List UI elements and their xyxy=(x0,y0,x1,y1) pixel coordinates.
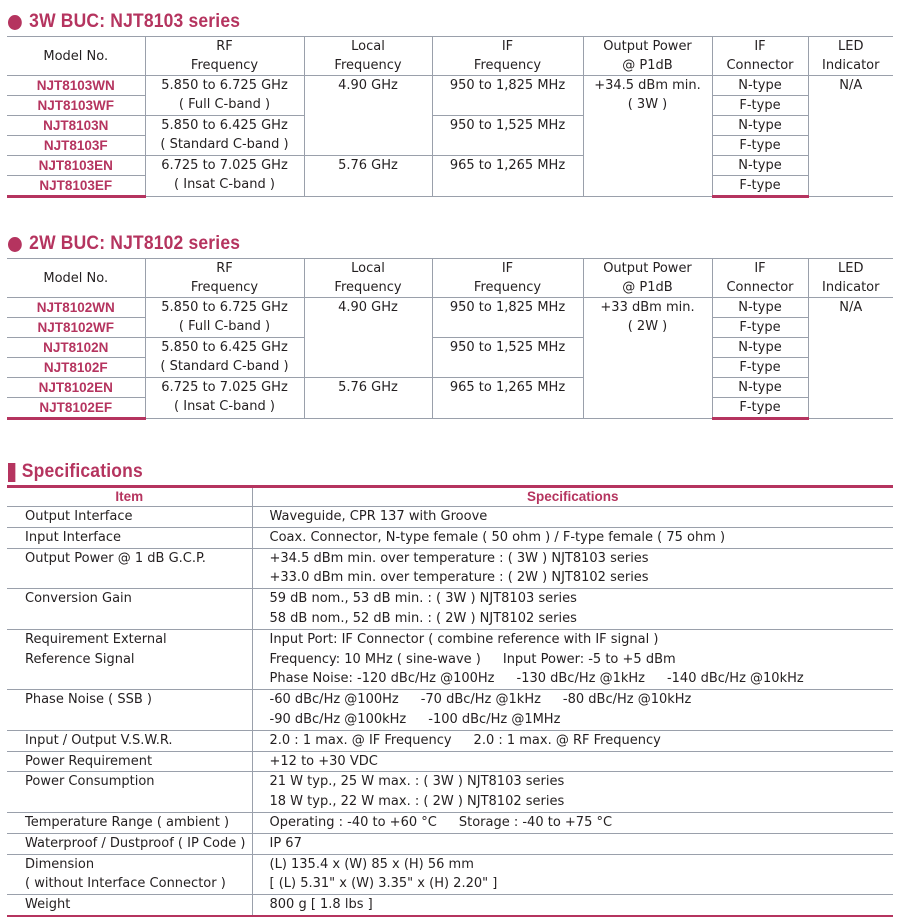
rf-frequency-cell xyxy=(145,76,304,116)
spec-item xyxy=(7,854,252,895)
spec-value-text: Operating : -40 to +60 °C xyxy=(269,814,437,830)
spec-row xyxy=(7,833,893,854)
header-if-frequency-line: Frequency xyxy=(473,58,542,73)
header-if-connector xyxy=(712,259,808,298)
spec-item xyxy=(7,751,252,772)
header-if-frequency xyxy=(432,37,583,76)
spec-item xyxy=(7,812,252,833)
spec-value-text: 21 W typ., 25 W max. : ( 3W ) NJT8103 series xyxy=(269,774,565,790)
spec-item xyxy=(7,507,252,528)
rf-frequency-cell xyxy=(145,338,304,378)
spec-item xyxy=(7,527,252,548)
table-row xyxy=(7,298,893,318)
spec-row xyxy=(7,772,893,813)
model-number: NJT8103EN xyxy=(7,156,145,176)
spec-item xyxy=(7,895,252,916)
header-led-indicator-line: Indicator xyxy=(822,280,880,295)
spec-value xyxy=(252,895,893,916)
rf-frequency-line: 5.850 to 6.425 GHz xyxy=(161,340,288,355)
header-if-frequency-line: Frequency xyxy=(473,280,542,295)
spec-value-text: -60 dBc/Hz @100Hz xyxy=(269,692,399,708)
spec-value-text: 59 dB nom., 53 dB min. : ( 3W ) NJT8103 series xyxy=(269,591,577,607)
rf-frequency-cell xyxy=(145,378,304,419)
spec-item xyxy=(7,589,252,630)
section-title-specifications xyxy=(8,462,143,482)
spec-value xyxy=(252,730,893,751)
header-model-no-text: Model No. xyxy=(43,270,109,286)
spec-value-line xyxy=(270,772,894,792)
rf-frequency-line: 5.850 to 6.425 GHz xyxy=(161,118,288,133)
rf-frequency-line: ( Full C-band ) xyxy=(178,319,271,334)
section-title-3w xyxy=(8,12,240,32)
header-rf-frequency xyxy=(145,259,304,298)
if-frequency-cell: 950 to 1,825 MHz xyxy=(432,298,583,338)
model-number: NJT8102EF xyxy=(7,398,145,419)
spec-value xyxy=(252,507,893,528)
header-output-power xyxy=(583,37,712,76)
spec-value-line xyxy=(270,874,894,894)
section-title-2w xyxy=(8,234,240,254)
model-number: NJT8102WF xyxy=(7,318,145,338)
model-number: NJT8102EN xyxy=(7,378,145,398)
header-led-indicator xyxy=(808,259,893,298)
rf-frequency-line: 5.850 to 6.725 GHz xyxy=(161,78,288,93)
if-frequency-cell: 950 to 1,525 MHz xyxy=(432,116,583,156)
header-if-connector-line: Connector xyxy=(726,58,794,73)
spec-value-line xyxy=(270,813,894,833)
header-row xyxy=(7,259,893,298)
spec-value xyxy=(252,854,893,895)
spec-value xyxy=(252,772,893,813)
spec-item-line: Power Requirement xyxy=(25,753,153,769)
spec-row xyxy=(7,895,893,916)
output-power-line: +34.5 dBm min. xyxy=(594,78,701,93)
spec-value-line xyxy=(270,609,894,629)
spec-value-text: (L) 135.4 x (W) 85 x (H) 56 mm xyxy=(269,856,474,872)
spec-item-line: Input / Output V.S.W.R. xyxy=(25,732,173,748)
spec-item xyxy=(7,548,252,589)
output-power-line: ( 3W ) xyxy=(627,97,668,112)
spec-item-line: Requirement External xyxy=(25,631,167,647)
rf-frequency-line: 6.725 to 7.025 GHz xyxy=(161,158,288,173)
spec-value xyxy=(252,833,893,854)
square-bullet-icon xyxy=(8,463,15,482)
local-frequency-cell: 5.76 GHz xyxy=(304,156,432,197)
header-rf-frequency-line: Frequency xyxy=(190,58,259,73)
spec-item-line: Conversion Gain xyxy=(25,591,132,607)
buc-table-3w xyxy=(7,36,893,198)
spec-value-text: Input Power: -5 to +5 dBm xyxy=(502,651,676,667)
if-connector-cell: F-type xyxy=(712,358,808,378)
spec-item-line: Dimension xyxy=(25,856,95,872)
model-number: NJT8103F xyxy=(7,136,145,156)
header-if-connector-line: Connector xyxy=(726,280,794,295)
spec-value-text: -80 dBc/Hz @10kHz xyxy=(562,692,692,708)
spec-value xyxy=(252,690,893,731)
spec-row xyxy=(7,507,893,528)
buc-table-2w xyxy=(7,258,893,420)
output-power-line: +33 dBm min. xyxy=(600,300,695,315)
spec-value-text: +12 to +30 VDC xyxy=(269,753,378,769)
header-if-frequency xyxy=(432,259,583,298)
spec-item-line: Temperature Range ( ambient ) xyxy=(25,814,230,830)
model-number: NJT8102WN xyxy=(7,298,145,318)
spec-value-text: -70 dBc/Hz @1kHz xyxy=(420,692,541,708)
spec-item xyxy=(7,730,252,751)
spec-value-line xyxy=(270,528,894,548)
spec-value-line xyxy=(270,895,894,915)
spec-value-text: 2.0 : 1 max. @ IF Frequency xyxy=(269,732,452,748)
spec-value-line xyxy=(270,752,894,772)
spec-value-line xyxy=(270,650,894,670)
section-title-2w-text: 2W BUC: NJT8102 series xyxy=(29,233,241,254)
spec-item-line: Output Power @ 1 dB G.C.P. xyxy=(25,550,206,566)
if-connector-cell: N-type xyxy=(712,76,808,96)
spec-value-line xyxy=(270,710,894,730)
spec-value-text: -90 dBc/Hz @100kHz xyxy=(269,711,407,727)
spec-row xyxy=(7,730,893,751)
section-title-specifications-text: Specifications xyxy=(21,461,143,482)
header-output-power-line: Output Power xyxy=(603,39,692,54)
header-if-connector-line: IF xyxy=(754,261,766,276)
spec-value-line xyxy=(270,690,894,710)
spec-row xyxy=(7,589,893,630)
table-row xyxy=(7,116,893,136)
spec-value-text: Storage : -40 to +75 °C xyxy=(458,814,613,830)
header-rf-frequency-line: Frequency xyxy=(190,280,259,295)
model-number: NJT8103N xyxy=(7,116,145,136)
header-if-frequency-line: IF xyxy=(501,261,514,276)
spec-item-line: Reference Signal xyxy=(25,651,135,667)
header-output-power xyxy=(583,259,712,298)
spec-value-text: +34.5 dBm min. over temperature : ( 3W ) NJT8103 series xyxy=(269,550,649,566)
header-output-power-line: @ P1dB xyxy=(622,280,673,295)
rf-frequency-cell xyxy=(145,116,304,156)
spec-value-text: -100 dBc/Hz @1MHz xyxy=(428,711,561,727)
section-title-3w-text: 3W BUC: NJT8103 series xyxy=(29,11,241,32)
header-local-frequency-line: Local xyxy=(351,261,385,276)
output-power-cell xyxy=(583,298,712,419)
if-connector-cell: N-type xyxy=(712,298,808,318)
model-number: NJT8102F xyxy=(7,358,145,378)
spec-value-line xyxy=(270,792,894,812)
spec-value-text: IP 67 xyxy=(269,835,302,851)
spec-value-text: +33.0 dBm min. over temperature : ( 2W ) NJT8102 series xyxy=(269,570,649,586)
if-connector-cell: F-type xyxy=(712,136,808,156)
if-connector-cell: N-type xyxy=(712,338,808,358)
if-connector-cell: N-type xyxy=(712,378,808,398)
if-connector-cell: F-type xyxy=(712,96,808,116)
model-number: NJT8102N xyxy=(7,338,145,358)
spec-item-line: Weight xyxy=(25,897,71,913)
header-model-no xyxy=(7,259,145,298)
spec-value-text: Coax. Connector, N-type female ( 50 ohm ) / F-type female ( 75 ohm ) xyxy=(269,529,726,545)
spec-value xyxy=(252,589,893,630)
model-number: NJT8103WF xyxy=(7,96,145,116)
header-if-frequency-line: IF xyxy=(501,39,514,54)
spec-value-text: 18 W typ., 22 W max. : ( 2W ) NJT8102 series xyxy=(269,794,565,810)
table-row xyxy=(7,378,893,398)
if-frequency-cell: 950 to 1,825 MHz xyxy=(432,76,583,116)
led-indicator-cell: N/A xyxy=(808,298,893,419)
spec-value-text: 2.0 : 1 max. @ RF Frequency xyxy=(473,732,661,748)
local-frequency-cell: 4.90 GHz xyxy=(304,76,432,156)
header-led-indicator-line: Indicator xyxy=(822,58,880,73)
local-frequency-cell: 4.90 GHz xyxy=(304,298,432,378)
rf-frequency-line: ( Standard C-band ) xyxy=(160,359,289,374)
header-led-indicator-line: LED xyxy=(838,39,864,54)
rf-frequency-line: 5.850 to 6.725 GHz xyxy=(161,300,288,315)
table-row xyxy=(7,338,893,358)
if-connector-cell: N-type xyxy=(712,116,808,136)
spec-header-specifications: Specifications xyxy=(252,487,893,507)
spec-value-text: 58 dB nom., 52 dB min. : ( 2W ) NJT8102 series xyxy=(269,610,577,626)
spec-value-text: Frequency: 10 MHz ( sine-wave ) xyxy=(269,651,481,667)
rf-frequency-cell xyxy=(145,298,304,338)
model-number: NJT8103EF xyxy=(7,176,145,197)
rf-frequency-line: ( Insat C-band ) xyxy=(174,177,275,192)
spec-value-line xyxy=(270,855,894,875)
header-model-no-text: Model No. xyxy=(43,48,109,64)
model-number: NJT8103WN xyxy=(7,76,145,96)
spec-item xyxy=(7,690,252,731)
if-frequency-cell: 965 to 1,265 MHz xyxy=(432,378,583,419)
rf-frequency-cell xyxy=(145,156,304,197)
spec-value-text: Waveguide, CPR 137 with Groove xyxy=(269,509,488,524)
spec-row xyxy=(7,812,893,833)
if-frequency-cell: 950 to 1,525 MHz xyxy=(432,338,583,378)
header-model-no xyxy=(7,37,145,76)
spec-row xyxy=(7,751,893,772)
spec-value-text: -130 dBc/Hz @1kHz xyxy=(516,671,645,687)
output-power-line: ( 2W ) xyxy=(627,319,668,334)
header-if-connector-line: IF xyxy=(754,39,766,54)
spec-row xyxy=(7,854,893,895)
header-local-frequency xyxy=(304,259,432,298)
spec-value-line xyxy=(270,669,894,689)
header-local-frequency-line: Frequency xyxy=(334,58,402,73)
spec-value-line xyxy=(270,834,894,854)
spec-row xyxy=(7,527,893,548)
specifications-table xyxy=(7,485,893,917)
header-local-frequency xyxy=(304,37,432,76)
header-led-indicator xyxy=(808,37,893,76)
if-connector-cell: F-type xyxy=(712,398,808,419)
rf-frequency-line: ( Standard C-band ) xyxy=(160,137,289,152)
spec-item-line: Output Interface xyxy=(25,509,133,524)
rf-frequency-line: ( Insat C-band ) xyxy=(174,399,275,414)
spec-value-line xyxy=(270,589,894,609)
output-power-cell xyxy=(583,76,712,197)
spec-item-line: Phase Noise ( SSB ) xyxy=(25,692,152,708)
if-frequency-cell: 965 to 1,265 MHz xyxy=(432,156,583,197)
rf-frequency-line: ( Full C-band ) xyxy=(178,97,271,112)
led-indicator-cell: N/A xyxy=(808,76,893,197)
header-rf-frequency xyxy=(145,37,304,76)
spec-value-text: Input Port: IF Connector ( combine reference with IF signal ) xyxy=(269,631,659,647)
spec-value xyxy=(252,629,893,689)
spec-item-line: Waterproof / Dustproof ( IP Code ) xyxy=(25,835,246,851)
if-connector-cell: F-type xyxy=(712,318,808,338)
spec-row xyxy=(7,690,893,731)
header-local-frequency-line: Frequency xyxy=(334,280,402,295)
table-row xyxy=(7,76,893,96)
spec-value-text: [ (L) 5.31" x (W) 3.35" x (H) 2.20" ] xyxy=(269,876,498,892)
header-output-power-line: @ P1dB xyxy=(622,58,673,73)
header-rf-frequency-line: RF xyxy=(216,39,233,54)
circle-bullet-icon xyxy=(8,15,22,30)
spec-item xyxy=(7,629,252,689)
header-rf-frequency-line: RF xyxy=(216,261,233,276)
spec-item xyxy=(7,772,252,813)
header-led-indicator-line: LED xyxy=(838,261,864,276)
header-local-frequency-line: Local xyxy=(351,39,385,54)
spec-item-line: Power Consumption xyxy=(25,774,155,790)
spec-value-line xyxy=(270,507,894,527)
spec-value-text: 800 g [ 1.8 lbs ] xyxy=(269,897,373,913)
circle-bullet-icon xyxy=(8,237,22,252)
if-connector-cell: F-type xyxy=(712,176,808,197)
if-connector-cell: N-type xyxy=(712,156,808,176)
spec-value-line xyxy=(270,731,894,751)
spec-value xyxy=(252,527,893,548)
spec-value xyxy=(252,812,893,833)
header-row xyxy=(7,37,893,76)
header-if-connector xyxy=(712,37,808,76)
rf-frequency-line: 6.725 to 7.025 GHz xyxy=(161,380,288,395)
spec-item-line: ( without Interface Connector ) xyxy=(25,876,226,892)
spec-header-item: Item xyxy=(7,487,252,507)
header-output-power-line: Output Power xyxy=(603,261,692,276)
local-frequency-cell: 5.76 GHz xyxy=(304,378,432,419)
spec-row xyxy=(7,629,893,689)
spec-value-line xyxy=(270,630,894,650)
spec-item-line: Input Interface xyxy=(25,529,121,545)
spec-value-line xyxy=(270,568,894,588)
spec-value-text: -140 dBc/Hz @10kHz xyxy=(666,671,804,687)
spec-value-line xyxy=(270,549,894,569)
table-row xyxy=(7,156,893,176)
spec-value xyxy=(252,751,893,772)
spec-value-text: Phase Noise: -120 dBc/Hz @100Hz xyxy=(269,671,495,687)
spec-row xyxy=(7,548,893,589)
spec-item xyxy=(7,833,252,854)
spec-value xyxy=(252,548,893,589)
